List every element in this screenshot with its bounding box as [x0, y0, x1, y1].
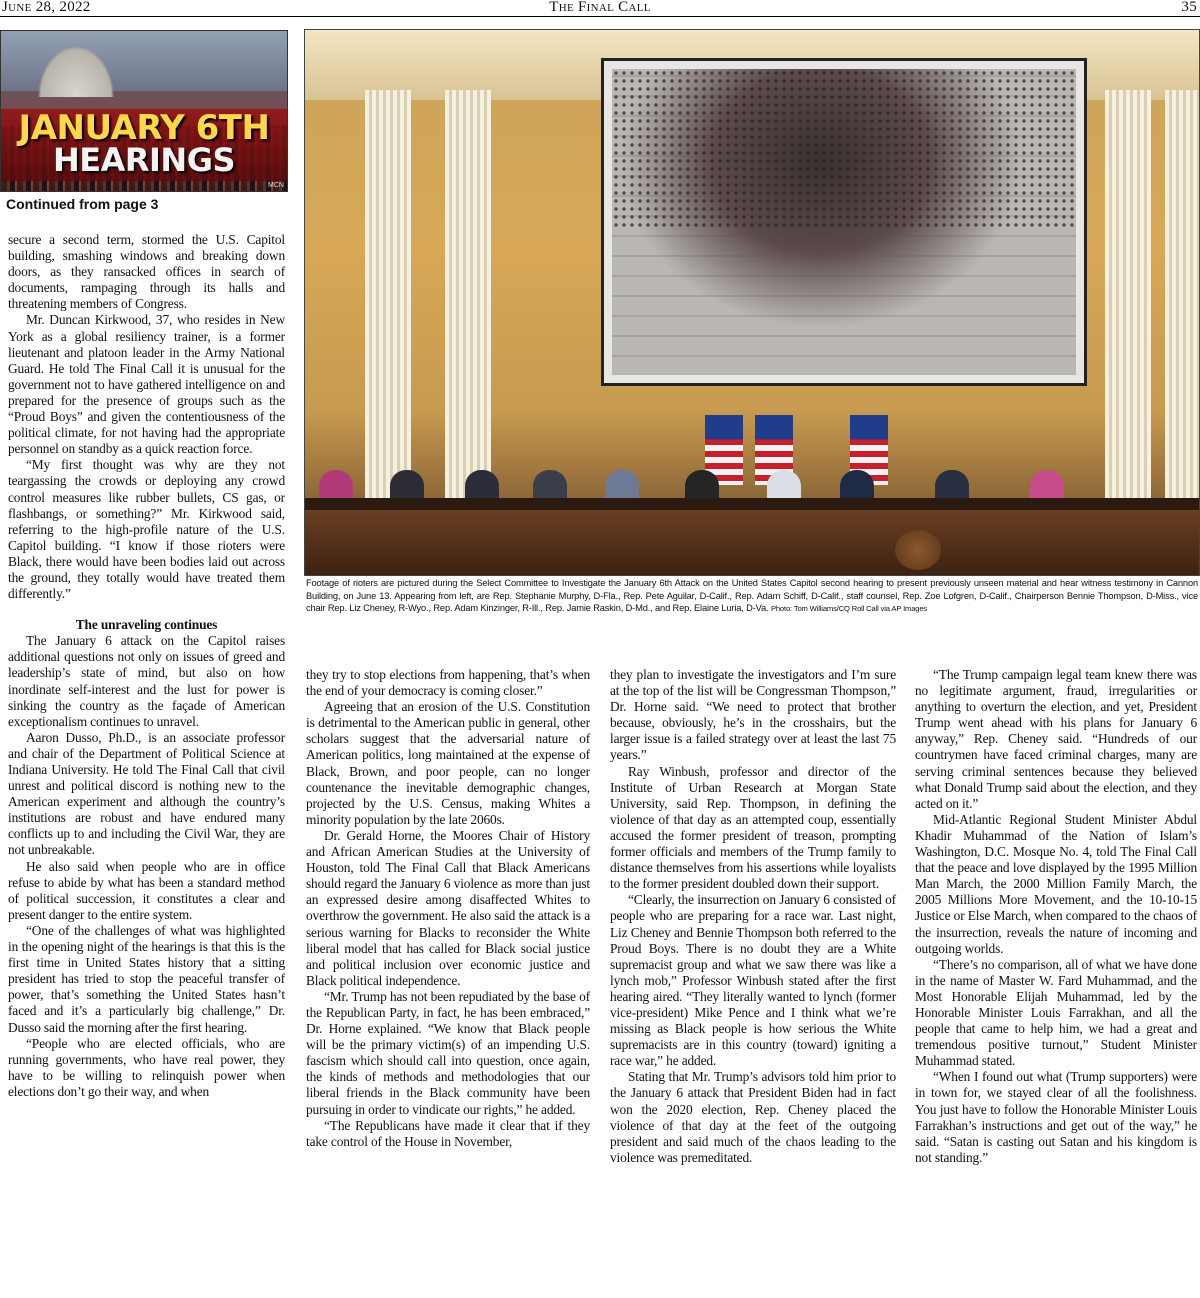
capitol-dome-icon: [31, 37, 121, 97]
banner-credit: MCN: [268, 182, 284, 189]
paragraph: they try to stop elections from happening, that’s when the end of your democracy is coming closer.”: [306, 667, 590, 699]
article-column-3: [610, 667, 896, 1166]
paragraph: Stating that Mr. Trump’s advisors told him prior to the January 6 attack that President Biden had in fact won the 2020 election, Rep. Cheney placed the violence of that day at the feet of the outgoing president and said much of the chaos leading to the violence was premeditated.: [610, 1069, 896, 1165]
paragraph: “My first thought was why are they not teargassing the crowds or deploying any crowd control measures like rubber bullets, CS gas, or flashbangs, or something?” Mr. Kirkwood said, referring to the high-profile nature of the U.S. Capitol building. “I know if those rioters were Black, there would have been bodies laid out across the ground, they totally would have treated them differently.”: [8, 457, 285, 602]
issue-date: June 28, 2022: [2, 0, 91, 15]
newspaper-name: The Final Call: [549, 0, 651, 15]
article-column-2: [306, 667, 590, 1150]
paragraph: secure a second term, stormed the U.S. Capitol building, smashing windows and breaking down doors, as they ransacked offices in search of documents, rampaging through its halls and threatening members of Congress.: [8, 232, 285, 312]
paragraph: “Clearly, the insurrection on January 6 consisted of people who are preparing for a race war. Last night, Liz Cheney and Bennie Thompson both referred to the Proud Boys. There is no doubt they are a White supremacist group and what we saw there was like a lynch mob,” Professor Winbush stated after the first hearing aired. “They literally wanted to lynch (former vice-president) Mike Pence and I think what we’re missing as Black people is how serious the White supremacists are in this country (toward) igniting a race war,” he added.: [610, 892, 896, 1069]
projection-screen: [601, 58, 1087, 386]
photo-credit: Photo: Tom Williams/CQ Roll Call via AP Images: [770, 604, 928, 614]
house-seal-icon: [895, 530, 941, 570]
paragraph: Ray Winbush, professor and director of the Institute of Urban Research at Morgan State University, said Rep. Thompson, in defining the violence of that day as an attempted coup, essentially accused the former president of treason, prompting former officials and members of the Trump family to distance themselves from his assertions while loyalists to the former president doubled down their support.: [610, 763, 896, 892]
paragraph: Dr. Gerald Horne, the Moores Chair of History and African American Studies at the University of Houston, told The Final Call that Black Americans should regard the January 6 violence as more than just an expressed desire among disaffected Whites to overthrow the government. He also said the attack is a serious warning for Blacks to reconsider the White liberal model that has called for Black social justice and political inclusion over economic justice and Black political independence.: [306, 827, 590, 988]
paragraph: “Mr. Trump has not been repudiated by the base of the Republican Party, in fact, he has been embraced,” Dr. Horne explained. “We know that Black people will be the primary victim(s) of an impending U.S. fascism which should call into question, once again, the kinds of methods and methodologies that our liberal friends in the Black community have been pursuing in order to vindicate our rights,” he added.: [306, 988, 590, 1117]
banner-title-line2: HEARINGS: [52, 141, 236, 179]
paragraph: “The Republicans have made it clear that if they take control of the House in November,: [306, 1117, 590, 1149]
paragraph: Aaron Dusso, Ph.D., is an associate professor and chair of the Department of Political Science at Indiana University. He told The Final Call that civil unrest and political discord is nothing new to the American experiment and although the country’s institutions are robust and have endured many conflicts up to and including the Civil War, they are not unbreakable.: [8, 729, 285, 858]
paragraph: “There’s no comparison, all of what we have done in the name of Master W. Fard Muhammad, and the Most Honorable Elijah Muhammad, led by the Honorable Minister Louis Farrakhan, and all the people that came to help him, we had a great and tremendous positive turnout,” Student Minister Muhammad stated.: [915, 956, 1197, 1069]
paragraph: “When I found out what (Trump supporters) were in town for, we stayed clear of all the foolishness. You just have to follow the Honorable Minister Louis Farrakhan’s instructions and get out of the way,” he said. “Satan is casting out Satan and his kingdom is not standing.”: [915, 1069, 1197, 1165]
section-heading: The unraveling continues: [75, 617, 218, 633]
january-6th-hearings-banner-image: [0, 30, 288, 192]
paragraph: “One of the challenges of what was highlighted in the opening night of the hearings is that this is the first time in United States history that a sitting president has tried to stop the peaceful transfer of power, that’s something the United States hasn’t faced and it’s a particularly big challenge,” Dr. Dusso said the morning after the first hearing.: [8, 922, 285, 1035]
paragraph: they plan to investigate the investigators and I’m sure at the top of the list will be Congressman Thompson,” Dr. Horne said. “We need to protect that brother because, obviously, he’s in the crosshairs, but the larger issue is a failed strategy over at least the last 75 years.”: [610, 667, 896, 763]
paragraph: The January 6 attack on the Capitol raises additional questions not only on issues of greed and leadership’s state of mind, but also on how inordinate self-interest and the lust for power is sinking the country as the façade of American exceptionalism continues to unravel.: [8, 633, 285, 729]
paragraph: “The Trump campaign legal team knew there was no legitimate argument, fraud, irregularities or anything to overturn the election, and yet, President Trump went ahead with his plans for January 6 anyway,” Rep. Cheney said. “Hundreds of our countrymen have faced criminal charges, many are serving criminal sentences because they believed what Donald Trump said about the election, and they acted on it.”: [915, 667, 1197, 811]
paragraph: Mr. Duncan Kirkwood, 37, who resides in New York as a global resiliency trainer, is a former lieutenant and platoon leader in the Army National Guard. He told The Final Call it is unusual for the government not to have gathered intelligence on and prepared for the presence of groups such as the “Proud Boys” and given the contentiousness of the political climate, for not having had the appropriate personnel on standby as a quick reaction force.: [8, 312, 285, 457]
hearing-room-photo: [304, 29, 1200, 576]
photo-caption: [306, 577, 1198, 616]
masthead: [0, 0, 1200, 17]
continued-from-label: Continued from page 3: [6, 196, 159, 212]
page-number: 35: [1181, 0, 1197, 15]
article-column-4: [915, 667, 1197, 1166]
paragraph: He also said when people who are in office refuse to abide by what has been a standard method of political succession, it constitutes a clear and present danger to the entire system.: [8, 858, 285, 922]
paragraph: Agreeing that an erosion of the U.S. Constitution is detrimental to the American public in general, other scholars suggest that the adversarial nature of American politics, long maintained at the expense of Black, Brown, and poor people, can no longer countenance the inevitable demographic changes, projected by the U.S. Census, making Whites a minority population by the late 2060s.: [306, 699, 590, 827]
paragraph: Mid-Atlantic Regional Student Minister Abdul Khadir Muhammad of the Nation of Islam’s Washington, D.C. Mosque No. 4, told The Final Call that the peace and love displayed by the 1995 Million Man March, the 2000 Million Family March, the 2005 Millions More Movement, and the 10-10-15 Justice or Else March, when compared to the chaos of the insurrection, reveals the nature of incoming and outgoing worlds.: [915, 811, 1197, 956]
banner-title-line1: JANUARY 6TH: [18, 108, 270, 148]
photo-caption-text: Footage of rioters are pictured during the Select Committee to Investigate the January 6th Attack on the United States Capitol second hearing to present previously unseen material and hear witness testimony in Cannon Building, on June 13. Appearing from left, are Rep. Stephanie Murphy, D-Fla., Rep. Pete Aguilar, D-Calif., Rep. Adam Schiff, D-Calif., staff counsel, Rep. Zoe Lofgren, D-Calif., Chairperson Bennie Thompson, D-Miss., vice chair Rep. Liz Cheney, R-Wyo., Rep. Adam Kinzinger, R-Ill., Rep. Jamie Raskin, D-Md., and Rep. Elaine Luria, D-Va.: [306, 578, 1198, 614]
article-column-1: [8, 232, 285, 1100]
paragraph: “People who are elected officials, who are running governments, who have real power, they have to be willing to relinquish power when elections don’t go their way, and when: [8, 1035, 285, 1099]
